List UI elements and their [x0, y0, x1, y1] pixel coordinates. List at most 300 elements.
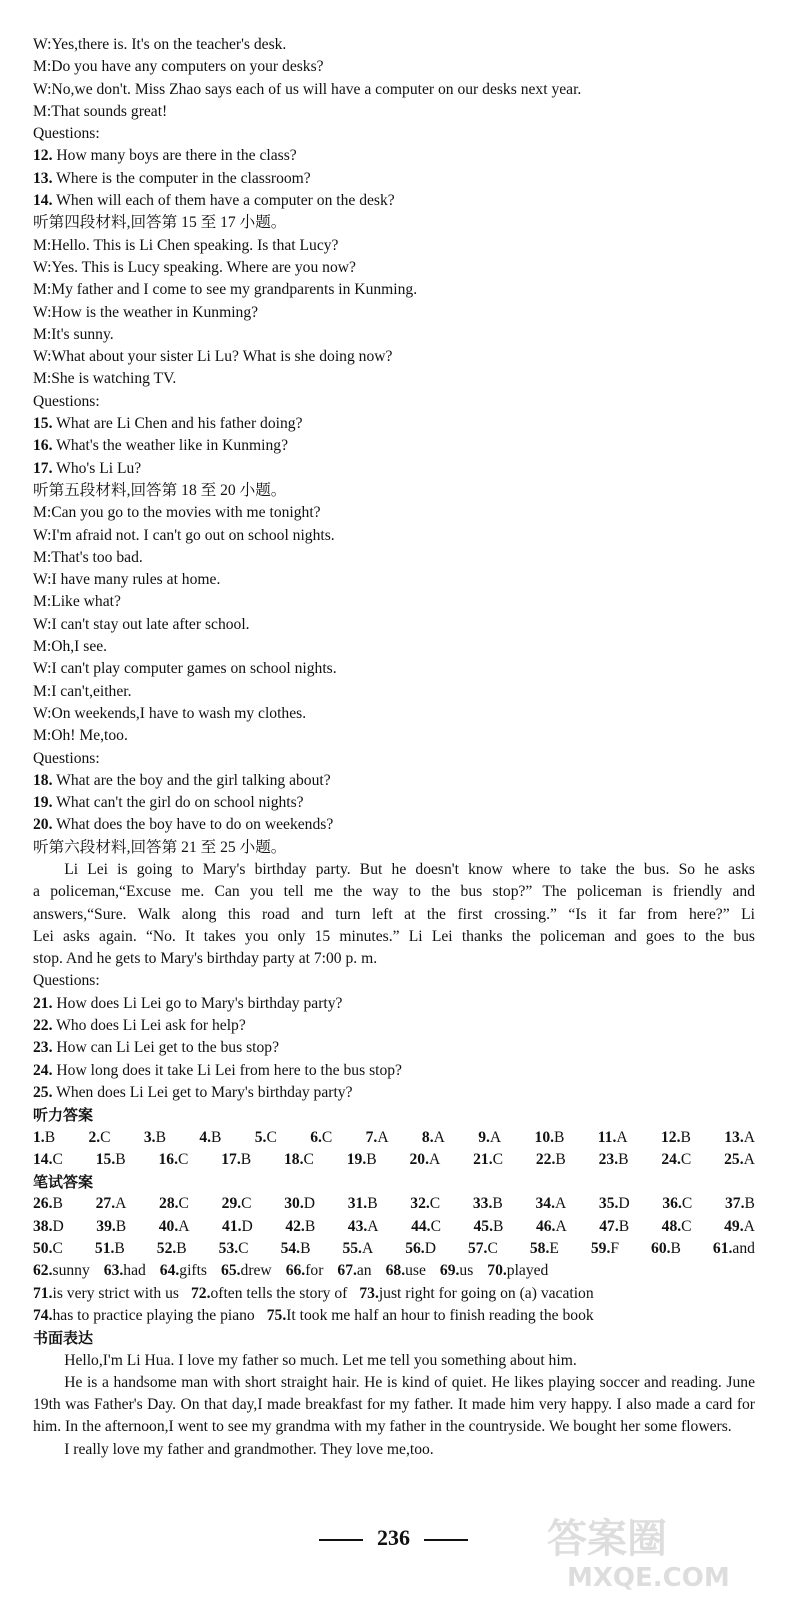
- answer-value: E: [549, 1240, 559, 1258]
- answer-number: 36.: [662, 1195, 682, 1213]
- answer-value: C: [241, 1195, 252, 1213]
- answer-number: 18.: [284, 1150, 304, 1168]
- answer-number: 58.: [529, 1240, 550, 1258]
- answer-number: 71.: [33, 1284, 53, 1302]
- answer-item: [478, 1127, 501, 1149]
- answer-value: B: [555, 1150, 566, 1168]
- answer-number: 7.: [365, 1128, 378, 1146]
- answer-value: D: [241, 1217, 253, 1235]
- answer-number: 65.: [221, 1262, 241, 1280]
- question-text: Who's Li Lu?: [52, 459, 142, 477]
- answer-value: A: [555, 1217, 567, 1235]
- answer-row: [33, 1283, 755, 1305]
- question-item: [33, 792, 755, 814]
- question-item: [33, 190, 755, 212]
- answer-value: B: [493, 1217, 504, 1235]
- answer-number: 27.: [95, 1195, 116, 1213]
- answer-item: [724, 1216, 755, 1238]
- question-number: 14.: [33, 192, 53, 210]
- answer-item: [599, 1193, 630, 1215]
- answer-number: 25.: [724, 1150, 744, 1168]
- answer-item: [104, 1260, 146, 1282]
- answer-number: 34.: [535, 1195, 555, 1213]
- question-text: Who does Li Lei ask for help?: [52, 1017, 246, 1035]
- dialogue-line: W:I can't stay out late after school.: [33, 615, 250, 633]
- answer-value: C: [430, 1217, 441, 1235]
- passage-line: Lei asks again. “No. It takes you only 15 minutes.” Li Lei thanks the policeman and goes to the bus: [33, 927, 755, 945]
- answer-number: 11.: [597, 1128, 617, 1146]
- answer-value: B: [155, 1128, 166, 1146]
- answer-number: 40.: [158, 1217, 179, 1235]
- answer-item: [144, 1127, 166, 1149]
- dialogue-line: M:Can you go to the movies with me tonight?: [33, 504, 321, 522]
- answer-value: B: [680, 1128, 691, 1146]
- answer-value: B: [300, 1240, 311, 1258]
- question-text: How can Li Lei get to the bus stop?: [52, 1039, 279, 1057]
- answer-number: 46.: [535, 1217, 556, 1235]
- answer-item: [347, 1149, 377, 1171]
- writing-paragraph: I really love my father and grandmother. They love me,too.: [64, 1440, 434, 1458]
- answer-row: [33, 1127, 755, 1149]
- dialogue-line: M:Oh,I see.: [33, 638, 108, 656]
- answer-value: is very strict with us: [52, 1284, 179, 1302]
- answer-number: 61.: [712, 1240, 733, 1258]
- answer-item: [284, 1149, 314, 1171]
- answer-value: D: [52, 1217, 64, 1235]
- answer-value: A: [361, 1240, 374, 1258]
- answer-value: It took me half an hour to finish reading the book: [286, 1306, 594, 1324]
- answer-item: [473, 1149, 503, 1171]
- answer-item: [199, 1127, 221, 1149]
- answer-item: [591, 1238, 619, 1260]
- answer-value: C: [429, 1195, 441, 1213]
- dialogue-line: M:She is watching TV.: [33, 370, 177, 388]
- answer-item: [410, 1193, 440, 1215]
- question-text: What does the boy have to do on weekends?: [52, 816, 334, 834]
- answer-value: B: [114, 1240, 125, 1258]
- answer-item: [222, 1216, 253, 1238]
- question-number: 13.: [33, 169, 53, 187]
- answer-number: 75.: [266, 1306, 287, 1324]
- answer-item: [535, 1193, 566, 1215]
- question-number: 12.: [33, 147, 53, 165]
- answer-number: 68.: [385, 1262, 406, 1280]
- answer-number: 59.: [590, 1240, 611, 1258]
- answer-item: [159, 1149, 189, 1171]
- question-item: [33, 993, 755, 1015]
- answer-item: [342, 1238, 373, 1260]
- question-number: 18.: [33, 771, 53, 789]
- answer-number: 69.: [439, 1262, 460, 1280]
- written-answers-title: 笔试答案: [33, 1173, 94, 1192]
- answer-number: 48.: [661, 1217, 682, 1235]
- answer-number: 19.: [346, 1150, 367, 1168]
- writing-paragraph: Hello,I'm Li Hua. I love my father so much. Let me tell you something about him.: [64, 1351, 577, 1369]
- answer-value: F: [610, 1240, 620, 1258]
- dialogue-line: W:I have many rules at home.: [33, 571, 221, 589]
- answer-value: A: [429, 1150, 441, 1168]
- question-number: 20.: [33, 816, 53, 834]
- answer-number: 44.: [411, 1217, 431, 1235]
- answer-number: 9.: [478, 1128, 490, 1146]
- answer-item: [348, 1193, 378, 1215]
- answer-number: 12.: [660, 1128, 681, 1146]
- answer-number: 30.: [284, 1195, 304, 1213]
- answer-value: B: [670, 1240, 681, 1258]
- answer-value: an: [356, 1262, 372, 1280]
- watermark-text: MXQE.COM: [567, 1563, 730, 1593]
- answer-item: [33, 1283, 179, 1305]
- answer-item: [96, 1149, 126, 1171]
- answer-value: D: [424, 1240, 436, 1258]
- dialogue-line: Questions:: [33, 749, 100, 767]
- question-number: 17.: [33, 459, 53, 477]
- answer-number: 47.: [599, 1217, 619, 1235]
- answer-number: 64.: [159, 1262, 180, 1280]
- question-item: [33, 770, 755, 792]
- question-number: 24.: [33, 1061, 53, 1079]
- answer-item: [255, 1127, 277, 1149]
- answer-number: 32.: [410, 1195, 430, 1213]
- answer-row: [33, 1216, 755, 1238]
- answer-number: 15.: [95, 1150, 116, 1168]
- answer-value: A: [743, 1128, 755, 1146]
- answer-value: often tells the story of: [210, 1284, 348, 1302]
- answer-number: 56.: [405, 1240, 425, 1258]
- dialogue-line: M:My father and I come to see my grandparents in Kunming.: [33, 281, 418, 299]
- answer-number: 2.: [88, 1128, 101, 1146]
- answer-value: B: [44, 1128, 56, 1146]
- answer-number: 54.: [280, 1240, 301, 1258]
- answer-value: B: [240, 1150, 252, 1168]
- answer-row: [33, 1260, 755, 1282]
- answer-value: A: [616, 1128, 628, 1146]
- answer-item: [386, 1260, 426, 1282]
- answer-item: [661, 1149, 691, 1171]
- answer-number: 45.: [473, 1217, 493, 1235]
- answer-number: 29.: [221, 1195, 242, 1213]
- answer-item: [157, 1238, 187, 1260]
- answer-item: [599, 1216, 629, 1238]
- answer-number: 33.: [472, 1195, 493, 1213]
- answer-value: A: [743, 1217, 755, 1235]
- answer-item: [222, 1193, 252, 1215]
- answer-value: C: [52, 1150, 63, 1168]
- answer-value: and: [732, 1240, 755, 1258]
- answer-item: [530, 1238, 559, 1260]
- answer-number: 55.: [342, 1240, 362, 1258]
- answer-item: [285, 1216, 315, 1238]
- answer-value: A: [367, 1217, 379, 1235]
- page-content: [33, 34, 755, 1461]
- listening-answers-title: 听力答案: [33, 1106, 94, 1125]
- answer-value: B: [492, 1195, 503, 1213]
- passage-line: Li Lei is going to Mary's birthday party. But he doesn't know where to take the bus. So he asks: [64, 860, 755, 878]
- answer-value: C: [681, 1195, 693, 1213]
- passage-line: a policeman,“Excuse me. Can you tell me the way to the bus stop?” The policeman is friendly and: [33, 883, 755, 901]
- answer-item: [33, 1193, 63, 1215]
- question-number: 19.: [33, 794, 53, 812]
- question-item: [33, 435, 755, 457]
- answer-value: C: [321, 1128, 333, 1146]
- answer-number: 67.: [337, 1262, 357, 1280]
- dialogue-line: M:I can't,either.: [33, 682, 132, 700]
- answer-number: 66.: [285, 1262, 306, 1280]
- dialogue-line: M:That's too bad.: [33, 548, 143, 566]
- dialogue-line: Questions:: [33, 392, 100, 410]
- answer-number: 73.: [359, 1284, 379, 1302]
- question-text: What can't the girl do on school nights?: [52, 794, 304, 812]
- answer-value: B: [366, 1150, 377, 1168]
- question-number: 25.: [33, 1083, 53, 1101]
- answer-value: C: [178, 1150, 189, 1168]
- answer-number: 43.: [347, 1217, 368, 1235]
- answer-item: [536, 1149, 566, 1171]
- question-item: [33, 814, 755, 836]
- question-item: [33, 145, 755, 167]
- answer-value: A: [377, 1128, 389, 1146]
- answer-value: C: [680, 1150, 692, 1168]
- answer-value: had: [123, 1262, 146, 1280]
- answer-number: 13.: [724, 1128, 744, 1146]
- dialogue-line: W:What about your sister Li Lu? What is she doing now?: [33, 348, 393, 366]
- answer-value: has to practice playing the piano: [52, 1306, 255, 1324]
- answer-value: use: [405, 1262, 426, 1280]
- answer-number: 17.: [221, 1150, 241, 1168]
- dialogue-line: M:It's sunny.: [33, 325, 114, 343]
- answer-value: played: [506, 1262, 549, 1280]
- question-item: [33, 413, 755, 435]
- answer-number: 6.: [310, 1128, 322, 1146]
- question-text: How long does it take Li Lei from here to the bus stop?: [52, 1061, 402, 1079]
- answer-value: B: [554, 1128, 565, 1146]
- answer-item: [159, 1193, 189, 1215]
- passage-line: answers,“Sure. Walk along this road and turn left at the first crossing.” “Is it far from here?” Li: [33, 905, 755, 923]
- answer-item: [599, 1149, 629, 1171]
- answer-item: [473, 1193, 503, 1215]
- question-number: 16.: [33, 437, 53, 455]
- answer-item: [651, 1238, 681, 1260]
- answer-item: [310, 1127, 332, 1149]
- answer-value: B: [618, 1150, 629, 1168]
- answer-number: 62.: [33, 1262, 53, 1280]
- answer-value: A: [433, 1128, 445, 1146]
- answer-value: B: [367, 1195, 378, 1213]
- answer-number: 21.: [473, 1150, 493, 1168]
- question-text: Where is the computer in the classroom?: [52, 169, 311, 187]
- answer-item: [348, 1216, 379, 1238]
- answer-value: C: [266, 1128, 277, 1146]
- answer-number: 63.: [103, 1262, 124, 1280]
- answer-value: B: [115, 1150, 126, 1168]
- question-text: How does Li Lei go to Mary's birthday party?: [52, 994, 343, 1012]
- answer-number: 53.: [218, 1240, 239, 1258]
- answer-number: 38.: [33, 1217, 53, 1235]
- answer-value: C: [487, 1240, 498, 1258]
- answer-item: [191, 1283, 347, 1305]
- answer-number: 57.: [467, 1240, 488, 1258]
- answer-number: 35.: [598, 1195, 619, 1213]
- passage-line: stop. And he gets to Mary's birthday party at 7:00 p. m.: [33, 950, 378, 968]
- answer-number: 4.: [199, 1128, 212, 1146]
- page-number: 236: [377, 1525, 410, 1550]
- answer-item: [221, 1149, 251, 1171]
- answer-number: 60.: [651, 1240, 671, 1258]
- answer-value: B: [618, 1217, 630, 1235]
- answer-value: A: [554, 1195, 567, 1213]
- answer-item: [725, 1193, 755, 1215]
- questions-label: Questions:: [33, 972, 100, 990]
- answer-number: 14.: [33, 1150, 53, 1168]
- answer-item: [410, 1149, 441, 1171]
- question-item: [33, 1060, 755, 1082]
- answer-value: A: [115, 1195, 127, 1213]
- answer-item: [33, 1238, 63, 1260]
- answer-value: sunny: [52, 1262, 90, 1280]
- question-number: 21.: [33, 994, 53, 1012]
- writing-paragraph: He is a handsome man with short straight hair. He is kind of quiet. He likes playing soccer and reading. June 19th was Father's Day. On that day,I made breakfast for my father. It made him very happy. I also made a card for him. In the afternoon,I went to see my grandma with my father in the countryside. We bought her some flowers.: [33, 1373, 755, 1436]
- answer-item: [284, 1193, 315, 1215]
- answer-number: 37.: [724, 1195, 745, 1213]
- answer-number: 74.: [33, 1306, 53, 1324]
- question-text: What are the boy and the girl talking about?: [52, 771, 331, 789]
- question-text: When does Li Lei get to Mary's birthday party?: [52, 1083, 353, 1101]
- answer-item: [281, 1238, 311, 1260]
- answer-number: 52.: [156, 1240, 177, 1258]
- answer-item: [405, 1238, 436, 1260]
- answer-item: [724, 1127, 755, 1149]
- answer-item: [662, 1216, 692, 1238]
- section-heading: 听第六段材料,回答第 21 至 25 小题。: [33, 838, 287, 856]
- dialogue-line: W:Yes,there is. It's on the teacher's desk.: [33, 36, 287, 53]
- answer-value: C: [681, 1217, 692, 1235]
- dialogue-line: W:How is the weather in Kunming?: [33, 303, 259, 321]
- answer-value: B: [211, 1128, 222, 1146]
- answer-item: [33, 1149, 63, 1171]
- answer-value: drew: [240, 1262, 272, 1280]
- answer-value: for: [305, 1262, 324, 1280]
- question-item: [33, 168, 755, 190]
- dialogue-line: M:That sounds great!: [33, 102, 168, 120]
- section-heading: 听第四段材料,回答第 15 至 17 小题。: [33, 214, 287, 232]
- question-text: What are Li Chen and his father doing?: [52, 415, 303, 433]
- question-text: What's the weather like in Kunming?: [52, 437, 288, 455]
- answer-item: [88, 1127, 110, 1149]
- answer-value: A: [743, 1150, 755, 1168]
- answer-item: [159, 1216, 190, 1238]
- answer-value: B: [744, 1195, 755, 1213]
- answer-row: [33, 1305, 755, 1327]
- dialogue-line: Questions:: [33, 125, 100, 143]
- answer-number: 3.: [143, 1128, 156, 1146]
- answer-item: [536, 1216, 567, 1238]
- answer-number: 26.: [33, 1195, 53, 1213]
- answer-number: 16.: [158, 1150, 178, 1168]
- answer-item: [221, 1260, 272, 1282]
- question-item: [33, 1015, 755, 1037]
- answer-item: [713, 1238, 755, 1260]
- answer-number: 22.: [535, 1150, 556, 1168]
- section-heading: 听第五段材料,回答第 18 至 20 小题。: [33, 481, 287, 499]
- answer-number: 8.: [421, 1128, 434, 1146]
- footer-dash-right: [424, 1539, 468, 1541]
- answer-item: [724, 1149, 755, 1171]
- answer-number: 23.: [598, 1150, 619, 1168]
- answer-value: C: [238, 1240, 249, 1258]
- answer-row: [33, 1149, 755, 1171]
- answer-item: [487, 1260, 548, 1282]
- answer-value: C: [492, 1150, 504, 1168]
- answer-item: [661, 1127, 691, 1149]
- answer-number: 31.: [347, 1195, 368, 1213]
- answer-item: [474, 1216, 504, 1238]
- answer-item: [96, 1193, 127, 1215]
- footer-dash-left: [319, 1539, 363, 1541]
- answer-value: C: [303, 1150, 314, 1168]
- answer-item: [337, 1260, 371, 1282]
- dialogue-line: W:I'm afraid not. I can't go out on school nights.: [33, 526, 335, 544]
- answer-number: 5.: [254, 1128, 267, 1146]
- answer-item: [267, 1305, 594, 1327]
- answer-number: 24.: [661, 1150, 681, 1168]
- dialogue-line: M:Do you have any computers on your desks?: [33, 58, 324, 76]
- answer-item: [96, 1216, 126, 1238]
- answer-item: [160, 1260, 207, 1282]
- answer-value: B: [52, 1195, 63, 1213]
- dialogue-line: M:Oh! Me,too.: [33, 727, 128, 745]
- answer-item: [95, 1238, 125, 1260]
- answer-item: [662, 1193, 692, 1215]
- answer-number: 42.: [285, 1217, 305, 1235]
- answer-item: [33, 1127, 55, 1149]
- answer-number: 20.: [409, 1150, 429, 1168]
- answer-value: us: [459, 1262, 474, 1280]
- answer-item: [359, 1283, 593, 1305]
- dialogue-line: W:No,we don't. Miss Zhao says each of us will have a computer on our desks next year.: [33, 80, 582, 98]
- answer-value: B: [304, 1217, 316, 1235]
- answer-item: [366, 1127, 389, 1149]
- answer-item: [33, 1216, 64, 1238]
- answer-number: 70.: [487, 1262, 507, 1280]
- dialogue-line: W:I can't play computer games on school nights.: [33, 660, 337, 678]
- answer-item: [598, 1127, 628, 1149]
- answer-number: 39.: [96, 1217, 116, 1235]
- watermark-logo: [537, 1504, 777, 1594]
- question-text: When will each of them have a computer on the desk?: [52, 192, 395, 210]
- writing-title: 书面表达: [33, 1329, 94, 1348]
- answer-number: 49.: [724, 1217, 744, 1235]
- answer-value: D: [303, 1195, 315, 1213]
- dialogue-line: M:Like what?: [33, 593, 121, 611]
- question-item: [33, 1082, 755, 1104]
- question-item: [33, 1037, 755, 1059]
- answer-value: A: [489, 1128, 502, 1146]
- answer-value: just right for going on (a) vacation: [378, 1284, 594, 1302]
- answer-row: [33, 1193, 755, 1215]
- question-item: [33, 458, 755, 480]
- answer-number: 51.: [94, 1240, 115, 1258]
- answer-item: [286, 1260, 324, 1282]
- answer-value: C: [178, 1195, 189, 1213]
- question-number: 23.: [33, 1039, 53, 1057]
- answer-item: [440, 1260, 473, 1282]
- answer-value: gifts: [179, 1262, 208, 1280]
- answer-number: 41.: [222, 1217, 242, 1235]
- answer-item: [33, 1305, 255, 1327]
- question-number: 15.: [33, 415, 53, 433]
- answer-item: [411, 1216, 441, 1238]
- answer-number: 28.: [159, 1195, 179, 1213]
